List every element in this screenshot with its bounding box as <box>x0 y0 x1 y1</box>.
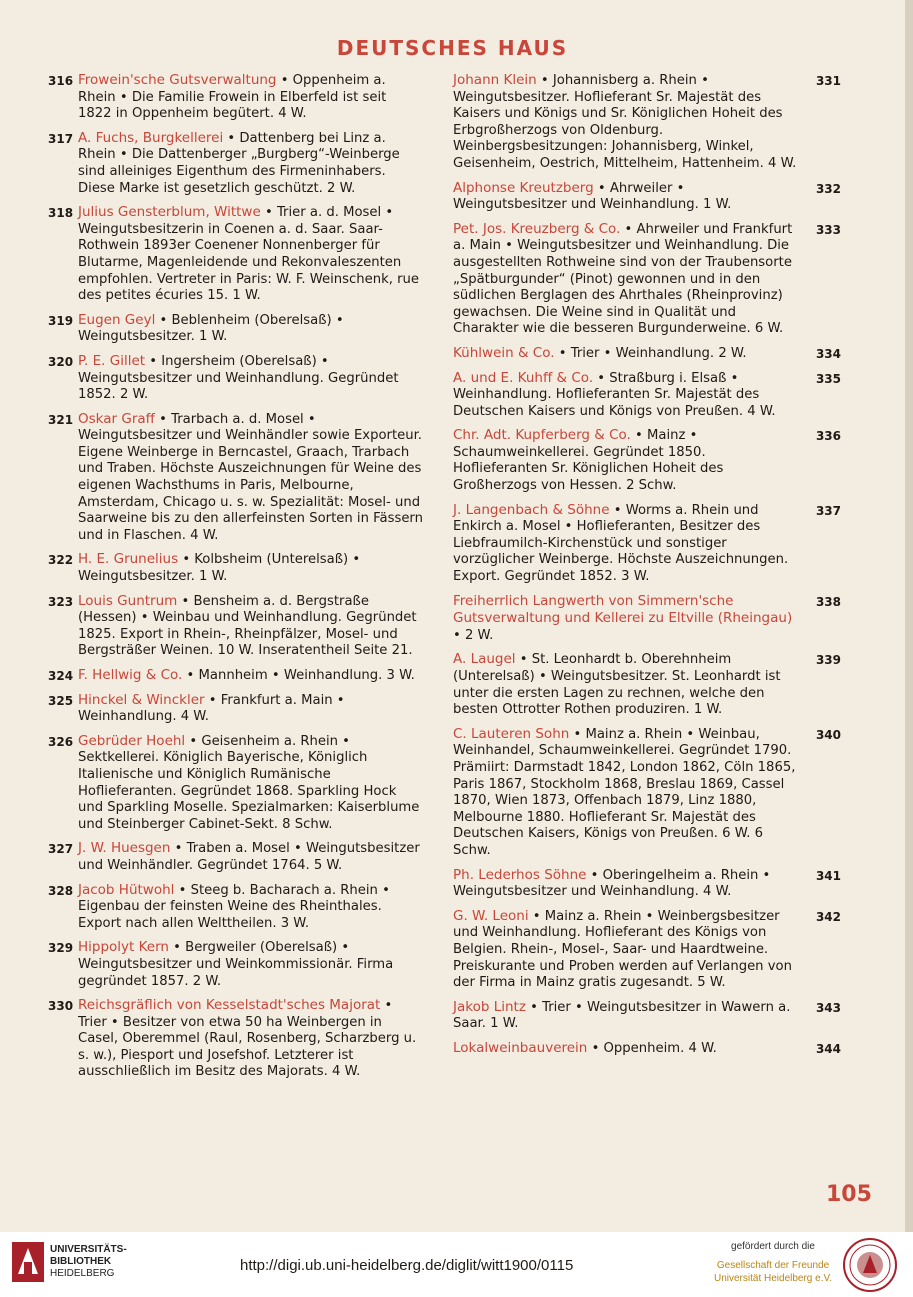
entry-number: 335 <box>815 371 841 386</box>
entry-body <box>78 733 423 834</box>
entry-number: 334 <box>815 346 841 361</box>
firm-name: Alphonse Kreutzberg <box>453 179 594 196</box>
entry-body <box>78 411 423 545</box>
directory-entry <box>453 999 841 1033</box>
directory-entry <box>453 1040 841 1058</box>
entry-description: • Bergweiler (Oberelsaß) • Weingutsbesitzer und Weinkommissionär. Firma gegründet 1857. 2 W. <box>78 940 394 989</box>
entry-body <box>78 667 423 685</box>
left-column <box>48 72 423 1088</box>
entry-body <box>78 593 423 660</box>
entry-description: • Traben a. Mosel • Weingutsbesitzer und Weinhändler. Gegründet 1764. 5 W. <box>78 841 420 873</box>
firm-name: J. Langenbach & Söhne <box>453 501 610 518</box>
library-name-line: UNIVERSITÄTS- <box>50 1244 127 1255</box>
entry-description: • Trier • Besitzer von etwa 50 ha Weinbergen in Casel, Oberemmel (Raul, Rosenberg, Scharzberg u. s. w.), Piesport und Josefshof. Letzterer ist ausschließlich im Besitz des Majorats. 4 W. <box>78 998 417 1080</box>
firm-name: Reichsgräflich von Kesselstadt'sches Majorat <box>78 997 381 1014</box>
firm-name: Freiherrlich Langwerth von Simmern'sche Gutsverwaltung und Kellerei zu Eltville (Rheingau) <box>453 592 793 627</box>
directory-entry <box>453 867 841 901</box>
firm-name: A. Laugel <box>453 651 516 668</box>
directory-entry <box>453 180 841 214</box>
firm-name: Louis Guntrum <box>78 592 178 609</box>
sponsor-label: gefördert durch die <box>731 1241 815 1252</box>
entry-body <box>78 130 423 197</box>
firm-name: G. W. Leoni <box>453 907 529 924</box>
entry-description: • Beblenheim (Oberelsaß) • Weingutsbesitzer. 1 W. <box>78 312 344 345</box>
directory-entry <box>48 130 423 197</box>
entry-number: 318 <box>48 206 74 221</box>
entry-body <box>78 551 423 585</box>
directory-entry <box>48 312 423 346</box>
firm-name: Johann Klein <box>453 72 537 88</box>
entry-body <box>78 840 423 874</box>
entry-number: 333 <box>815 222 841 237</box>
entry-number: 321 <box>48 412 74 427</box>
entry-description: • Geisenheim a. Rhein • Sektkellerei. Königlich Bayerische, Königlich Italienische und Königlich Rumänische Hoflieferanten. Gegründet 1868. Sparkling Hock und Sparkling Moselle. Spezialmarken: Kaiserblume und Steinberger Cabinet-Sekt. 8 Schw. <box>78 733 420 832</box>
entry-number: 341 <box>815 868 841 883</box>
directory-entry <box>48 353 423 404</box>
entry-body <box>453 593 799 645</box>
entry-body <box>453 370 799 421</box>
firm-name: Oskar Graff <box>78 410 155 427</box>
firm-name: Eugen Geyl <box>78 311 156 328</box>
running-head: DEUTSCHES HAUS <box>336 36 569 60</box>
entry-number: 323 <box>48 594 74 609</box>
permalink-url[interactable]: http://digi.ub.uni-heidelberg.de/diglit/witt1900/0115 <box>240 1257 574 1274</box>
entry-description: • Bensheim a. d. Bergstraße (Hessen) • Weinbau und Weinhandlung. Gegründet 1825. Export in Rhein-, Rheinpfälzer, Mosel- und Bergsträßer Weinen. 10 W. Inseratentheil Seite 21. <box>78 593 417 659</box>
firm-name: Hinckel & Winckler <box>78 691 205 708</box>
entry-description: • Johannisberg a. Rhein • Weingutsbesitzer. Hoflieferant Sr. Majestät des Kaisers und Königs und Sr. Königlichen Hoheit des Erbgroßherzogs von Oldenburg. Weinbergsbesitzungen: Johannisberg, Winkel, Geisenheim, Oestrich, Mittelheim, Hattenheim. 4 W. <box>453 73 797 171</box>
entry-description: • Trier • Weinhandlung. 2 W. <box>554 345 747 361</box>
directory-entry <box>48 551 423 585</box>
firm-name: A. Fuchs, Burgkellerei <box>78 129 224 146</box>
entry-body <box>453 1040 799 1058</box>
sponsor-name-line: Gesellschaft der Freunde <box>716 1260 830 1271</box>
entry-description: • Trarbach a. d. Mosel • Weingutsbesitzer und Weinhändler sowie Exporteur. Eigene Weinberge in Berncastel, Graach, Trarbach und Traben. Höchste Auszeichnungen für Weine des eigenen Wachsthums in Paris, Melbourne, Amsterdam, Chicago u. s. w. Spezialität: Mosel- und Saarweine bis zu den allerfeinsten Sorten in Fässern und in Flaschen. 4 W. <box>78 411 423 543</box>
entry-body <box>453 180 799 214</box>
entry-number: 320 <box>48 354 74 369</box>
entry-number: 338 <box>815 594 841 609</box>
entry-description: • Ahrweiler • Weingutsbesitzer und Weinhandlung. 1 W. <box>453 180 732 213</box>
directory-entry <box>48 840 423 874</box>
entry-description: • Worms a. Rhein und Enkirch a. Mosel • Hoflieferanten, Besitzer des Liebfraumilch-Kirchenstück und sonstiger vorzüglicher Weinberge. Höchste Auszeichnungen. Export. Gegründet 1852. 3 W. <box>453 502 789 585</box>
directory-entry <box>453 370 841 421</box>
entry-number: 337 <box>815 503 841 518</box>
entry-number: 322 <box>48 553 74 568</box>
directory-entry <box>48 204 423 305</box>
entry-number: 340 <box>815 727 841 742</box>
entry-body <box>78 882 423 933</box>
entry-number: 319 <box>48 313 74 328</box>
entry-number: 342 <box>815 909 841 924</box>
firm-name: Pet. Jos. Kreuzberg & Co. <box>453 220 621 237</box>
entry-number: 327 <box>48 842 74 857</box>
entry-body <box>78 939 423 990</box>
directory-entry <box>453 221 841 338</box>
directory-entry <box>453 593 841 645</box>
entry-description: • Ingersheim (Oberelsaß) • Weingutsbesitzer und Weinhandlung. Gegründet 1852. 2 W. <box>78 353 399 403</box>
entry-description: • Kolbsheim (Unterelsaß) • Weingutsbesitzer. 1 W. <box>78 552 361 585</box>
firm-name: Gebrüder Hoehl <box>78 732 186 749</box>
entry-description: • St. Leonhardt b. Oberehnheim (Unterelsaß) • Weingutsbesitzer. St. Leonhardt ist unter die ersten Lagen zu rechnen, welche den besten Ottrotter Rothen produziren. 1 W. <box>453 652 781 718</box>
entry-number: 326 <box>48 734 74 749</box>
entry-description: • Mainz a. Rhein • Weinbau, Weinhandel, Schaumweinkellerei. Gegründet 1790. Prämiirt: Darmstadt 1842, London 1862, Cöln 1865, Paris 1867, Stockholm 1868, Breslau 1869, Cassel 1870, Wien 1873, Offenbach 1879, Linz 1880, Melbourne 1880. Hoflieferant Sr. Majestät des Deutschen Kaisers, Königs von Preußen. 6 W. 6 Schw. <box>453 726 796 858</box>
entry-number: 325 <box>48 693 74 708</box>
university-library-logo-icon <box>10 1240 46 1284</box>
firm-name: Chr. Adt. Kupferberg & Co. <box>453 427 631 444</box>
firm-name: Ph. Lederhos Söhne <box>453 866 587 883</box>
entry-description: • Trier • Weingutsbesitzer in Wawern a. Saar. 1 W. <box>453 999 791 1032</box>
entry-description: • Frankfurt a. Main • Weinhandlung. 4 W. <box>78 692 345 725</box>
entry-body <box>453 427 799 494</box>
entry-number: 316 <box>48 74 74 88</box>
firm-name: P. E. Gillet <box>78 352 146 369</box>
directory-entry <box>48 882 423 933</box>
entry-number: 328 <box>48 883 74 898</box>
entry-description: • Mannheim • Weinhandlung. 3 W. <box>182 668 415 683</box>
directory-entry <box>453 908 841 992</box>
entry-description: • Mainz a. Rhein • Weinbergsbesitzer und Weinhandlung. Hoflieferant des Königs von Belgien. Rhein-, Mosel-, Saar- und Haardtweine. Preiskurante und Proben werden auf Verlangen von der Firma in Mainz gratis zugesandt. 5 W. <box>453 908 792 991</box>
directory-entry <box>48 692 423 726</box>
entry-body <box>78 312 423 346</box>
entry-body <box>453 72 799 173</box>
entry-number: 344 <box>815 1041 841 1056</box>
page-edge <box>905 0 913 1232</box>
entry-number: 317 <box>48 131 74 146</box>
viewer-footer <box>0 1232 913 1297</box>
firm-name: C. Lauteren Sohn <box>453 725 570 742</box>
firm-name: Kühlwein & Co. <box>453 344 555 361</box>
entry-body <box>78 204 423 305</box>
right-column <box>453 72 841 1064</box>
firm-name: J. W. Huesgen <box>78 840 171 857</box>
entry-body <box>453 502 799 586</box>
library-name-line: BIBLIOTHEK <box>50 1256 112 1267</box>
university-seal-icon <box>842 1237 898 1293</box>
entry-number: 331 <box>815 74 841 88</box>
entry-number: 330 <box>48 999 74 1014</box>
entry-description: • Oberingelheim a. Rhein • Weingutsbesitzer und Weinhandlung. 4 W. <box>453 867 771 900</box>
directory-entry <box>48 667 423 685</box>
entry-body <box>78 72 423 123</box>
firm-name: Jacob Hütwohl <box>78 881 175 898</box>
entry-description: • Mainz • Schaumweinkellerei. Gegründet 1850. Hoflieferanten Sr. Königlichen Hoheit des Großherzogs von Hessen. 2 Schw. <box>453 428 724 494</box>
firm-name: Jakob Lintz <box>453 998 526 1015</box>
entry-body <box>453 908 799 992</box>
firm-name: Hippolyt Kern <box>78 939 169 956</box>
firm-name: A. und E. Kuhff & Co. <box>453 369 594 386</box>
firm-name: Lokalweinbauverein <box>453 1039 588 1056</box>
directory-entry <box>48 72 423 123</box>
directory-entry <box>48 939 423 990</box>
directory-entry <box>453 72 841 173</box>
firm-name: Julius Gensterblum, Wittwe <box>78 204 261 221</box>
sponsor-name-line: Universität Heidelberg e.V. <box>713 1273 833 1284</box>
page-number: 105 <box>826 1182 872 1207</box>
directory-entry <box>453 726 841 860</box>
entry-number: 324 <box>48 669 74 683</box>
directory-entry <box>48 997 423 1081</box>
directory-entry <box>453 502 841 586</box>
entry-body <box>453 867 799 901</box>
entry-body <box>453 345 799 363</box>
entry-number: 329 <box>48 941 74 956</box>
entry-body <box>453 726 799 860</box>
firm-name: F. Hellwig & Co. <box>78 667 183 683</box>
entry-description: • Trier a. d. Mosel • Weingutsbesitzerin in Coenen a. d. Saar. Saar-Rothwein 1893er Coenener Nonnenberger für Blutarme, Magenleidende und Rekonvaleszenten empfohlen. Vertreter in Paris: W. F. Weinschenk, rue des petites écuries 15. 1 W. <box>78 205 420 304</box>
entry-body <box>78 353 423 404</box>
entry-description: • Oppenheim a. Rhein • Die Familie Frowein in Elberfeld ist seit 1822 in Oppenheim begütert. 4 W. <box>78 73 387 122</box>
entry-body <box>78 997 423 1081</box>
entry-description: • Steeg b. Bacharach a. Rhein • Eigenbau der feinsten Weine des Rheinthales. Export nach allen Welttheilen. 3 W. <box>78 882 390 931</box>
entry-body <box>453 999 799 1033</box>
directory-entry <box>453 345 841 363</box>
directory-entry <box>453 427 841 494</box>
entry-number: 336 <box>815 429 841 444</box>
entry-description: • Dattenberg bei Linz a. Rhein • Die Dattenberger „Burgberg“-Weinberge sind alleiniges Eigenthum des Firmeninhabers. Diese Marke ist gesetzlich geschützt. 2 W. <box>78 130 400 196</box>
entry-description: • Ahrweiler und Frankfurt a. Main • Weingutsbesitzer und Weinhandlung. Die ausgestellten Rothweine sind von der Traubensorte „Spätburgunder“ (Pinot) gewonnen und in den südlichen Berglagen des Ahrthales (Rheinprovinz) gewachsen. Die Weine sind in Qualität und Charakter wie die besseren Burgunderweine. 6 W. <box>453 221 793 337</box>
entry-description: • Straßburg i. Elsaß • Weinhandlung. Hoflieferanten Sr. Majestät des Deutschen Kaisers und Königs von Preußen. 4 W. <box>453 370 776 419</box>
firm-name: Frowein'sche Gutsverwaltung <box>78 72 277 88</box>
entry-description: • Oppenheim. 4 W. <box>587 1040 717 1056</box>
entry-body <box>453 221 799 338</box>
directory-entry <box>48 593 423 660</box>
library-name-line: HEIDELBERG <box>50 1268 115 1279</box>
entry-number: 343 <box>815 1000 841 1015</box>
directory-entry <box>48 733 423 834</box>
entry-body <box>78 692 423 726</box>
entry-body <box>453 651 799 718</box>
firm-name: H. E. Grunelius <box>78 551 179 568</box>
library-name <box>50 1244 127 1280</box>
entry-description: • 2 W. <box>453 627 494 643</box>
sponsor-credit <box>708 1240 838 1285</box>
entry-number: 332 <box>815 181 841 196</box>
entry-number: 339 <box>815 653 841 668</box>
directory-entry <box>48 411 423 545</box>
directory-entry <box>453 651 841 718</box>
